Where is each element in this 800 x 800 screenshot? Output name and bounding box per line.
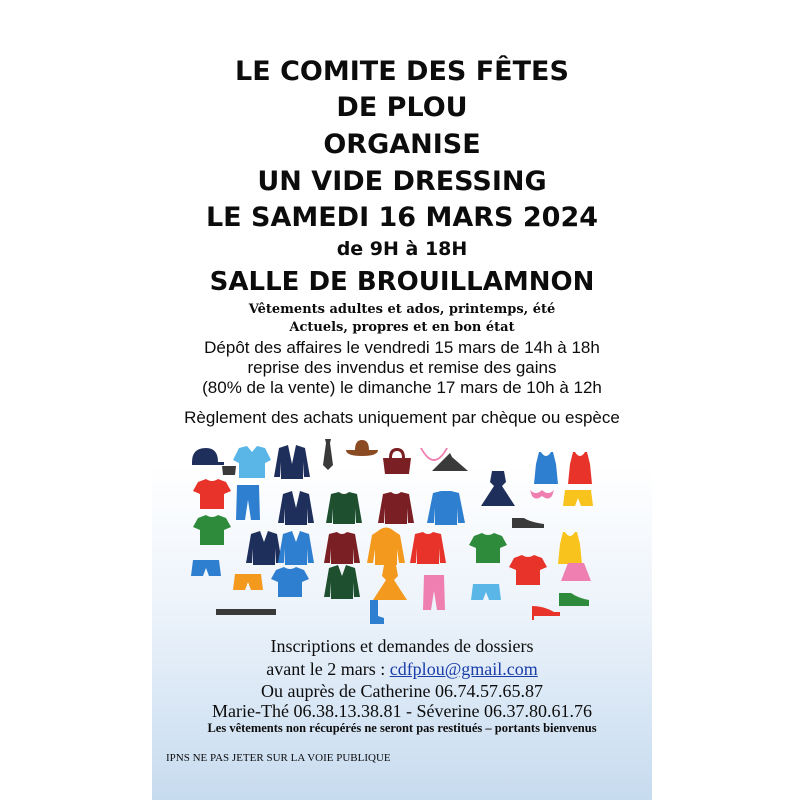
event-hours: de 9H à 18H	[336, 238, 468, 260]
suit-jacket-icon	[274, 445, 310, 479]
deadline-line	[152, 659, 652, 680]
puffer-jacket-icon	[427, 491, 465, 525]
heels-icon	[532, 606, 560, 620]
dress-icon	[373, 565, 407, 600]
shorts-icon	[233, 574, 263, 590]
skirt-icon	[561, 563, 591, 581]
title-line-3: ORGANISE	[323, 129, 481, 160]
shorts-icon	[471, 584, 501, 600]
notice-text: Les vêtements non récupérés ne seront pas restitués –	[207, 721, 495, 735]
items-line-1: Vêtements adultes et ados, printemps, été	[248, 302, 556, 317]
shorts-icon	[563, 490, 593, 506]
contact-others: Marie-Thé 06.38.13.38.81 - Séverine 06.37.80.61.76	[212, 701, 592, 721]
jacket-icon	[278, 531, 314, 565]
notice-line	[152, 721, 652, 736]
cap-icon	[192, 448, 224, 465]
sweater-icon	[410, 532, 446, 564]
shorts-icon	[191, 560, 221, 576]
bikini-icon	[530, 490, 554, 499]
tshirt-icon	[509, 555, 547, 585]
pickup-info-2: (80% de la vente) le dimanche 17 mars de 10h à 12h	[202, 378, 602, 397]
pickup-info: reprise des invendus et remise des gains	[247, 358, 557, 377]
sweater-icon	[326, 492, 362, 524]
pants-icon	[423, 575, 445, 610]
contact-catherine: Ou auprès de Catherine 06.74.57.65.87	[261, 681, 543, 701]
tshirt-icon	[469, 533, 507, 563]
shoe-icon	[512, 518, 544, 528]
tank-top-icon	[568, 452, 592, 484]
title-line-4: UN VIDE DRESSING	[257, 166, 547, 197]
shirt-icon	[233, 446, 271, 478]
handbag-icon	[383, 448, 411, 474]
notice-emphasis: portants bienvenus	[494, 721, 597, 735]
title-line-2: DE PLOU	[336, 92, 468, 123]
sneaker-icon	[559, 593, 589, 606]
items-line-2: Actuels, propres et en bon état	[289, 320, 515, 335]
email-link[interactable]: cdfplou@gmail.com	[389, 659, 538, 679]
sock-icon	[370, 600, 384, 624]
hat-icon	[346, 440, 378, 456]
deadline-prefix: avant le 2 mars :	[266, 659, 390, 679]
tie-icon	[323, 439, 333, 470]
blazer-icon	[278, 491, 314, 525]
sweater-icon	[378, 492, 414, 524]
tshirt-icon	[193, 479, 231, 509]
jacket-icon	[324, 565, 360, 599]
payment-info: Règlement des achats uniquement par chèque ou espèce	[184, 408, 620, 427]
event-venue: SALLE DE BROUILLAMNON	[209, 267, 595, 297]
sweater-icon	[324, 532, 360, 564]
jeans-icon	[236, 485, 260, 520]
title-line-1: LE COMITE DES FÊTES	[235, 56, 569, 87]
belt-icon	[216, 609, 276, 615]
clothing-illustration	[152, 0, 652, 800]
event-date: LE SAMEDI 16 MARS 2024	[205, 202, 599, 233]
hoodie-icon	[367, 528, 405, 566]
jacket-icon	[246, 531, 282, 565]
deposit-info: Dépôt des affaires le vendredi 15 mars de 14h à 18h	[204, 338, 600, 357]
tank-top-icon	[534, 452, 558, 484]
tshirt-icon	[193, 515, 231, 545]
registration-info: Inscriptions et demandes de dossiers	[270, 636, 534, 656]
necklace-icon	[420, 448, 448, 461]
flyer	[152, 0, 652, 800]
ipns-notice: IPNS NE PAS JETER SUR LA VOIE PUBLIQUE	[166, 752, 391, 764]
hanger-icon	[432, 453, 468, 471]
tank-top-icon	[558, 532, 582, 564]
tshirt-icon	[271, 567, 309, 597]
dress-icon	[481, 471, 515, 506]
